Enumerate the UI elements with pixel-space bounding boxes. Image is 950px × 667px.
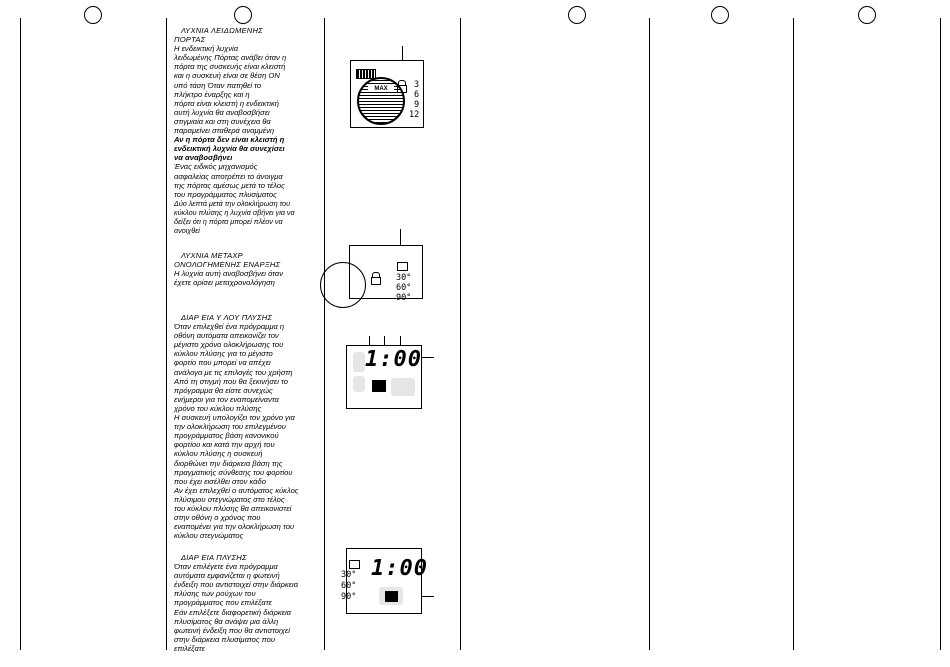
text-line: Αν έχει επιλεχθεί ο αυτόματος κύκλος [174,485,299,495]
text-line: πρόγραμμα θα είστε συνεχώς [174,385,273,395]
text-line: επιλέξατε [174,643,205,653]
display-segment [391,378,415,396]
text-line: πραγματικής σύνθεσης του φορτίου [174,467,293,477]
page-marker-2 [234,6,252,24]
page-marker-1 [84,6,102,24]
text-line: φορτίο που μπορεί να απέχει [174,358,271,368]
page-marker-3 [568,6,586,24]
text-line: πόρτα είναι κλειστή η ενδεικτική [174,98,279,108]
warning-line: Αν η πόρτα δεν είναι κλειστή η [174,135,285,145]
section-title: ΛΥΧΝΙΑ ΜΕΤΑΧΡ [180,251,243,260]
text-line: υπό τάση Όταν πατηθεί το [174,80,262,90]
kg-number: 3 [414,80,420,90]
text-line: εναπομένει για την ολοκλήρωση του [174,522,295,532]
text-line: ένδειξη που αντιστοιχεί στην διάρκεια [174,580,299,590]
text-line: στην οθόνη ο χρόνος που [174,513,261,523]
page-marker-5 [858,6,876,24]
clock-icon [349,560,360,569]
warning-line: ενδεικτική λυχνία θα συνεχίσει [174,144,285,154]
text-line: Η συσκευή υπολογίζει τον χρόνο για [174,413,295,423]
text-line: στην διάρκεια πλυσίματος που [174,634,276,644]
text-line: του προγράμματος πλυσίματος [174,189,277,199]
warning-line: να αναβοσβήνει [174,153,233,163]
temp-label: 90° [341,592,357,602]
lock-icon-body [397,85,407,93]
shirt-icon [372,380,386,392]
kg-number: 6 [414,90,420,100]
display-diagram-delay-start [349,245,423,303]
note-line: κύκλου πλύσης η λυχνία σβήνει για να [174,207,295,217]
text-line: κύκλου πλύσης για το μέγιστο [174,349,273,359]
temp-label: 60° [341,581,357,591]
text-line: χρόνο του κύκλου πλύσης [174,403,262,413]
text-line: φωτεινή ένδειξη που θα αντιστοιχεί [174,625,290,635]
temp-label: 30° [396,273,412,283]
text-line: Από τη στιγμή που θα ξεκινήσει το [174,376,288,386]
text-line: φορτίου και κατά την αρχή του [174,440,275,450]
text-line: στιγμιαία και στη συνέχεια θα [174,116,271,126]
text-line: Εάν επιλέξετε διαφορετική διάρκεια [174,607,291,617]
text-line: πλυσίματος θα ανάψει μια άλλη [174,616,279,626]
kg-number: 12 [409,110,420,120]
section-title: ΔΙΑΡ ΕΙΑ Υ ΛΟΥ ΠΛΥΣΗΣ [180,313,273,322]
section-title: ΔΙΑΡ ΕΙΑ ΠΛΥΣΗΣ [180,553,247,562]
text-line: την ολοκλήρωση του επιλεγμένου [174,422,286,432]
display-segment [353,352,365,372]
text-line: Όταν επιλέγετε ένα πρόγραμμα [174,562,278,572]
column-divider [649,18,650,650]
text-line: Ένας ειδικός μηχανισμός [174,162,258,172]
leader-line [420,357,434,358]
column-divider [324,18,325,650]
text-line: ανάλογα με τις επιλογές του χρήστη [174,367,293,377]
text-line: και η συσκευή είναι σε θέση ON [174,71,280,81]
display-segment [353,376,365,392]
temp-label: 60° [396,283,412,293]
section-title: ΛΥΧΝΙΑ ΛΕΙΔΩΜΕΝΗΣ [180,26,263,35]
note-line: ανοιχθεί [174,226,200,236]
column-divider [793,18,794,650]
text-line: Όταν επιλεχθεί ένα πρόγραμμα η [174,322,285,332]
text-line: λειδωμένης Πόρτας ανάβει όταν η [174,53,287,63]
max-label: MAX [368,86,394,92]
text-line: πλύσης των ρούχων του [174,589,256,599]
section-delay-start [174,251,322,287]
time-display: 1:00 [365,347,422,372]
text-line: έχετε ορίσει μεταχρονολόγηση [174,278,275,288]
column-divider [20,18,21,650]
note-line: Δύο λεπτά μετά την ολοκλήρωση του [174,198,291,208]
column-divider [460,18,461,650]
display-diagram-wash-duration [341,548,428,614]
page-marker-4 [711,6,729,24]
text-line: που έχει εισέλθει στον κάδο [174,476,266,486]
section-cycle-duration [174,313,322,540]
note-line: δείξει ότι η πόρτα μπορεί πλέον να [174,216,283,226]
text-line: παραμείνει σταθερά αναμμένη [174,126,275,136]
text-line: ασφαλείας αποτρέπει το άνοιγμα [174,171,283,181]
text-line: κύκλου στεγνώματος [174,531,244,541]
display-diagram-cycle-duration [346,345,422,409]
text-line: πόρτα της συσκευής είναι κλειστή [174,62,286,72]
section-title: ΟΝΟΛΟΓΗΜΕΝΗΣ ΕΝΑΡΞΗΣ [174,260,281,270]
display-diagram-door-lock [350,60,424,128]
clock-icon [397,262,408,271]
text-line: αυτόματα εμφανίζεται η φωτεινή [174,571,280,581]
text-line: πλύσιμου στεγνώματος στο τέλος [174,494,285,504]
text-line: Η ενδεικτική λυχνία [174,44,239,54]
column-divider [940,18,941,650]
drum-arc [320,262,366,308]
text-line: αυτή λυχνία θα αναβοσβήσει [174,107,270,117]
time-display: 1:00 [371,556,428,581]
temp-label: 90° [396,293,412,303]
text-line: προγράμματος που επιλέξατε [174,598,272,608]
text-line: διορθώνει την διάρκεια βάση της [174,458,283,468]
section-door-lock [174,26,322,235]
section-title: ΠΟΡΤΑΣ [174,35,206,45]
section-wash-duration [174,553,322,653]
text-line: οθόνη αυτόματα απεικονίζει τον [174,331,279,341]
text-line: κύκλου πλύσης η συσκευή [174,449,263,459]
text-line: του κύκλου πλύσης θα απεικονιστεί [174,503,292,513]
text-line: μέγιστο χρόνο ολοκλήρωσης του [174,340,284,350]
text-line: της πόρτας αμέσως μετά το τέλος [174,180,285,190]
lock-icon-body [371,277,381,285]
text-line: Η λυχνία αυτή αναβοσβήνει όταν [174,269,284,279]
text-line: ενήμεροι για τον εναπομείναντα [174,394,279,404]
text-line: προγράμματος βάση κανονικού [174,431,279,441]
column-divider [166,18,167,650]
text-line: πλήκτρο έναρξης και η [174,89,250,99]
shirt-icon [385,591,398,602]
kg-number: 9 [414,100,420,110]
temp-label: 30° [341,570,357,580]
